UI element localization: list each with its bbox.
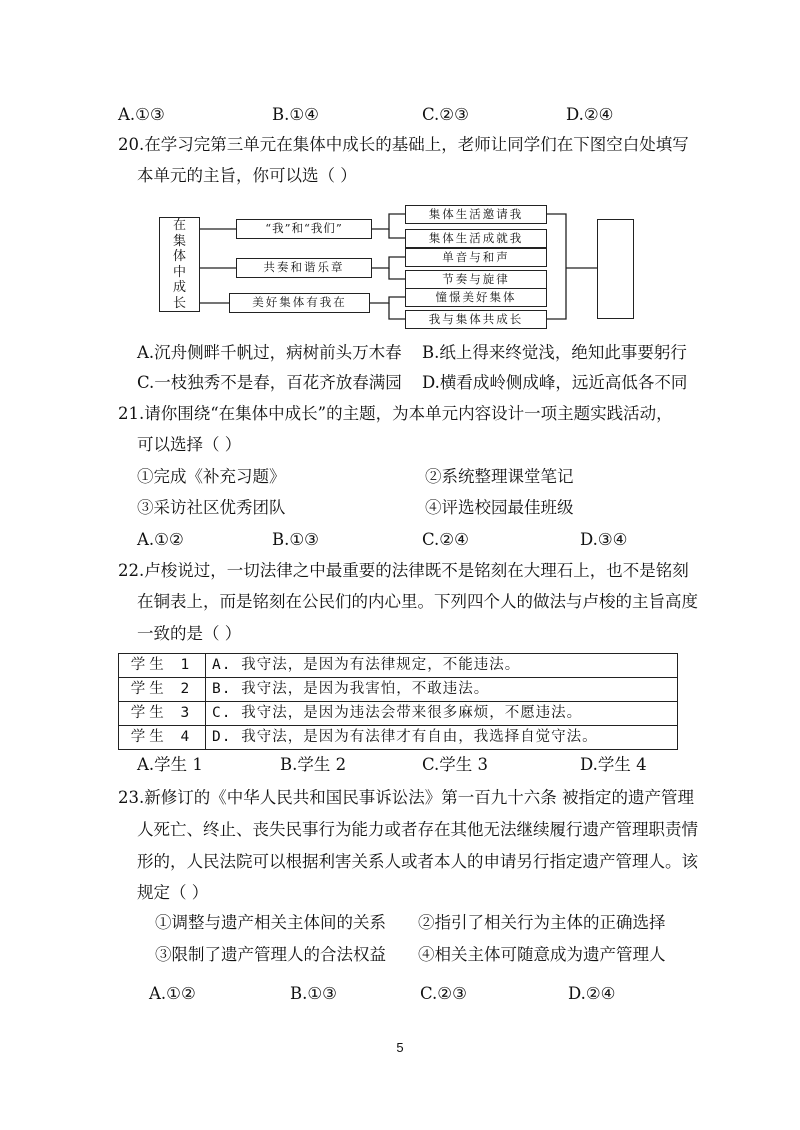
- q22-option-d: D.学生 4: [580, 755, 647, 774]
- q22-stem-line-3: 一致的是（ ）: [137, 624, 242, 643]
- q22-table: [118, 653, 678, 750]
- q19-option-a: A.①③: [118, 105, 165, 124]
- table-cell-student: 学生 1: [119, 654, 206, 678]
- diagram-connectors: [0, 0, 800, 340]
- q19-option-d: D.②④: [566, 105, 614, 124]
- diagram-mid-1: “我”和“我们”: [236, 219, 372, 239]
- root-char: 集: [172, 233, 186, 249]
- diagram-leaf-6: 我与集体共成长: [405, 310, 547, 329]
- root-char: 在: [172, 218, 186, 233]
- root-char: 长: [172, 295, 186, 311]
- q22-stem-line-2: 在铜表上，而是铭刻在公民们的内心里。下列四个人的做法与卢梭的主旨高度: [137, 592, 698, 611]
- diagram-leaf-3: 单音与和声: [405, 248, 547, 267]
- q21-option-c: C.②④: [422, 530, 469, 549]
- table-cell-student: 学生 3: [119, 702, 206, 726]
- table-row: [119, 702, 678, 726]
- q20-stem-line-1: 20.在学习完第三单元在集体中成长的基础上，老师让同学们在下图空白处填写: [118, 135, 689, 154]
- table-cell-statement: B. 我守法，是因为我害怕，不敢违法。: [206, 678, 678, 702]
- diagram-leaf-2: 集体生活成就我: [405, 229, 547, 248]
- q21-option-d: D.③④: [580, 530, 628, 549]
- q22-stem-line-1: 22.卢梭说过，一切法律之中最重要的法律既不是铭刻在大理石上，也不是铭刻: [118, 561, 689, 580]
- q22-option-a: A.学生 1: [137, 755, 203, 774]
- table-row: [119, 654, 678, 678]
- q20-stem-line-2: 本单元的主旨，你可以选（ ）: [137, 166, 357, 185]
- diagram-leaf-5: 憧憬美好集体: [405, 288, 547, 307]
- q23-stem-line-1: 23.新修订的《中华人民共和国民事诉讼法》第一百九十六条 被指定的遗产管理: [118, 788, 694, 807]
- q23-item-4: ④相关主体可随意成为遗产管理人: [418, 945, 666, 964]
- q23-stem-line-4: 规定（ ）: [137, 883, 209, 902]
- q23-option-d: D.②④: [568, 984, 616, 1003]
- diagram-root-box: [159, 217, 200, 312]
- q23-option-a: A.①②: [149, 984, 196, 1003]
- diagram-mid-2: 共奏和谐乐章: [236, 258, 372, 278]
- q21-option-b: B.①③: [272, 530, 319, 549]
- q19-option-b: B.①④: [272, 105, 319, 124]
- q23-item-3: ③限制了遗产管理人的合法权益: [155, 945, 386, 964]
- q21-item-1: ①完成《补充习题》: [137, 467, 286, 486]
- q21-option-a: A.①②: [137, 530, 184, 549]
- q21-stem-line-1: 21.请你围绕“在集体中成长”的主题，为本单元内容设计一项主题实践活动，: [118, 404, 673, 423]
- q20-option-b: B.纸上得来终觉浅，绝知此事要躬行: [422, 343, 687, 362]
- page-number: 5: [396, 1040, 404, 1055]
- table-cell-student: 学生 2: [119, 678, 206, 702]
- table-cell-student: 学生 4: [119, 726, 206, 750]
- q21-item-4: ④评选校园最佳班级: [425, 498, 574, 517]
- q23-option-b: B.①③: [290, 984, 337, 1003]
- q21-item-3: ③采访社区优秀团队: [137, 498, 286, 517]
- root-char: 体: [172, 249, 186, 264]
- q21-stem-line-2: 可以选择（ ）: [137, 435, 242, 454]
- q20-option-a: A.沉舟侧畔千帆过，病树前头万木春: [137, 343, 402, 362]
- q23-option-c: C.②③: [420, 984, 467, 1003]
- q23-item-1: ①调整与遗产相关主体间的关系: [155, 913, 386, 932]
- q23-item-2: ②指引了相关行为主体的正确选择: [418, 913, 666, 932]
- root-char: 中: [172, 264, 186, 280]
- diagram-mid-3: 美好集体有我在: [229, 293, 370, 313]
- diagram-leaf-1: 集体生活邀请我: [405, 205, 547, 224]
- q20-option-c: C.一枝独秀不是春，百花齐放春满园: [137, 373, 402, 392]
- table-row: [119, 726, 678, 750]
- q22-option-c: C.学生 3: [422, 755, 489, 774]
- root-char: 成: [172, 280, 186, 295]
- q20-option-d: D.横看成岭侧成峰，远近高低各不同: [422, 373, 688, 392]
- q22-option-b: B.学生 2: [280, 755, 347, 774]
- table-row: [119, 678, 678, 702]
- table-cell-statement: C. 我守法，是因为违法会带来很多麻烦，不愿违法。: [206, 702, 678, 726]
- q21-item-2: ②系统整理课堂笔记: [425, 467, 574, 486]
- q23-stem-line-3: 形的，人民法院可以根据利害关系人或者本人的申请另行指定遗产管理人。该: [137, 852, 698, 871]
- q19-option-c: C.②③: [422, 105, 469, 124]
- diagram-blank-box: [597, 219, 634, 319]
- table-cell-statement: A. 我守法，是因为有法律规定，不能违法。: [206, 654, 678, 678]
- diagram-leaf-4: 节奏与旋律: [405, 270, 547, 289]
- q23-stem-line-2: 人死亡、终止、丧失民事行为能力或者存在其他无法继续履行遗产管理职责情: [137, 820, 698, 839]
- table-cell-statement: D. 我守法，是因为有法律才有自由，我选择自觉守法。: [206, 726, 678, 750]
